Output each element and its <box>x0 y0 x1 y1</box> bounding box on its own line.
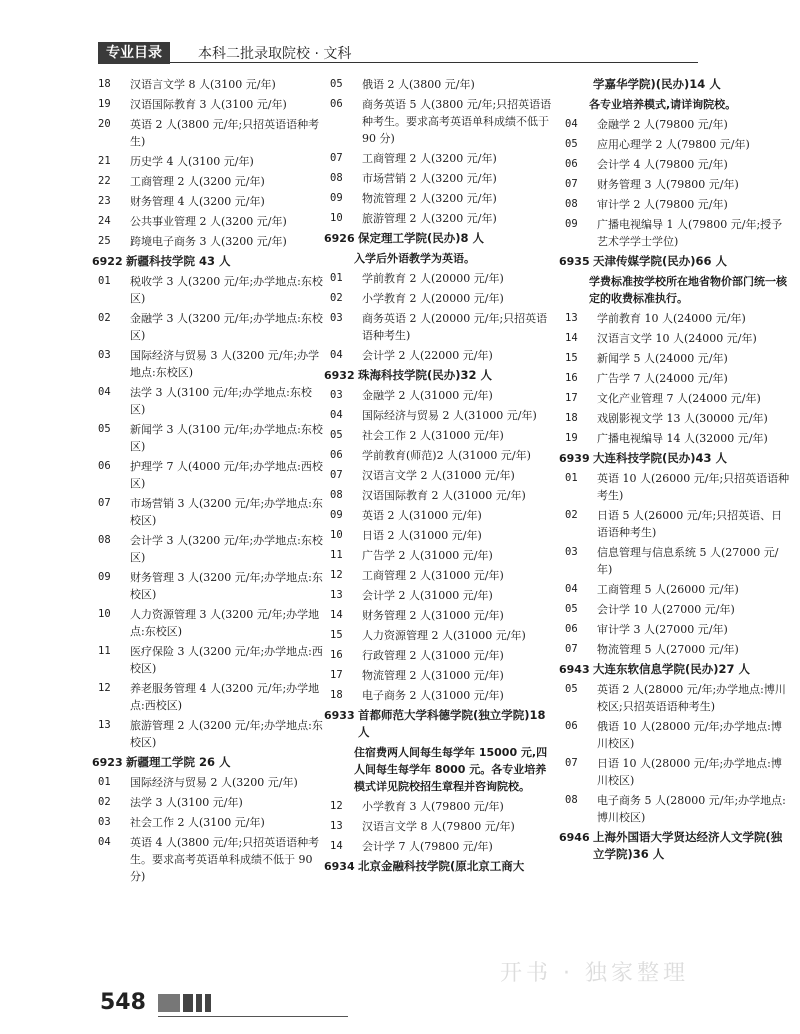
major-code: 05 <box>98 423 111 435</box>
major-code: 10 <box>330 212 343 224</box>
major-entry <box>98 193 323 210</box>
major-entry <box>330 447 555 464</box>
major-text: 英语 2 人(31000 元/年) <box>362 509 482 522</box>
major-text: 会计学 3 人(3200 元/年;办学地点:东校区) <box>130 534 323 564</box>
major-code: 07 <box>330 152 343 164</box>
school-note <box>354 250 555 267</box>
major-code: 06 <box>565 623 578 635</box>
major-entry <box>565 718 790 752</box>
page-subtitle: 本科二批录取院校 · 文科 <box>198 46 352 62</box>
major-code: 06 <box>98 460 111 472</box>
major-entry <box>330 387 555 404</box>
major-entry <box>98 233 323 250</box>
major-code: 02 <box>98 312 111 324</box>
major-entry <box>98 569 323 603</box>
school-entry <box>324 707 555 741</box>
major-entry <box>565 330 790 347</box>
school-entry <box>324 230 555 247</box>
major-code: 05 <box>565 683 578 695</box>
major-entry <box>330 687 555 704</box>
school-name: 新疆理工学院 26 人 <box>126 755 231 769</box>
major-code: 13 <box>330 589 343 601</box>
major-text: 工商管理 2 人(31000 元/年) <box>362 569 504 582</box>
school-entry <box>559 661 790 678</box>
major-entry <box>565 390 790 407</box>
major-code: 08 <box>565 198 578 210</box>
major-entry <box>98 153 323 170</box>
major-text: 小学教育 3 人(79800 元/年) <box>362 800 504 813</box>
footer-bar <box>205 994 211 1012</box>
school-code: 6934 <box>324 860 355 873</box>
major-code: 07 <box>330 469 343 481</box>
major-text: 物流管理 5 人(27000 元/年) <box>597 643 739 656</box>
major-text: 市场营销 3 人(3200 元/年;办学地点:东校区) <box>130 497 323 527</box>
major-text: 英语 2 人(3800 元/年;只招英语语种考生) <box>130 118 320 148</box>
major-entry <box>330 798 555 815</box>
major-text: 汉语国际教育 2 人(31000 元/年) <box>362 489 526 502</box>
major-code: 13 <box>565 312 578 324</box>
major-code: 19 <box>98 98 111 110</box>
major-entry <box>565 310 790 327</box>
major-code: 10 <box>330 529 343 541</box>
major-entry <box>330 627 555 644</box>
major-entry <box>330 427 555 444</box>
major-text: 汉语言文学 2 人(31000 元/年) <box>362 469 515 482</box>
major-entry <box>98 717 323 751</box>
major-entry <box>565 792 790 826</box>
major-text: 汉语言文学 8 人(79800 元/年) <box>362 820 515 833</box>
major-entry <box>330 150 555 167</box>
school-name: 保定理工学院(民办)8 人 <box>358 231 485 245</box>
major-text: 俄语 2 人(3800 元/年) <box>362 78 475 91</box>
major-entry <box>330 487 555 504</box>
major-code: 19 <box>565 432 578 444</box>
major-text: 金融学 2 人(31000 元/年) <box>362 389 493 402</box>
school-entry <box>92 754 323 771</box>
school-name: 上海外国语大学贤达经济人文学院(独立学院)36 人 <box>593 830 783 861</box>
major-entry <box>330 347 555 364</box>
major-code: 12 <box>98 682 111 694</box>
major-text: 汉语言文学 10 人(24000 元/年) <box>597 332 757 345</box>
major-entry <box>565 370 790 387</box>
major-code: 15 <box>330 629 343 641</box>
major-code: 06 <box>565 158 578 170</box>
major-entry <box>98 532 323 566</box>
major-code: 21 <box>98 155 111 167</box>
major-text: 会计学 7 人(79800 元/年) <box>362 840 493 853</box>
school-entry <box>92 253 323 270</box>
major-entry <box>330 76 555 93</box>
major-code: 02 <box>565 509 578 521</box>
school-name: 首都师范大学科德学院(独立学院)18 人 <box>358 708 546 739</box>
major-text: 信息管理与信息系统 5 人(27000 元/年) <box>597 546 779 576</box>
major-text: 商务英语 2 人(20000 元/年;只招英语语种考生) <box>362 312 548 342</box>
major-code: 12 <box>330 569 343 581</box>
major-text: 广告学 2 人(31000 元/年) <box>362 549 493 562</box>
watermark: 开书 · 独家整理 <box>500 961 689 986</box>
school-entry <box>324 858 555 875</box>
major-text: 日语 10 人(28000 元/年;办学地点:博川校区) <box>597 757 782 787</box>
school-note <box>589 273 790 307</box>
major-text: 财务管理 2 人(31000 元/年) <box>362 609 504 622</box>
major-entry <box>330 587 555 604</box>
major-code: 13 <box>330 820 343 832</box>
major-text: 英语 10 人(26000 元/年;只招英语语种考生) <box>597 472 790 502</box>
major-text: 商务英语 5 人(3800 元/年;只招英语语种考生。要求高考英语单科成绩不低于 90 分) <box>362 98 552 145</box>
major-entry <box>565 544 790 578</box>
major-entry <box>98 794 323 811</box>
major-code: 25 <box>98 235 111 247</box>
major-code: 09 <box>330 192 343 204</box>
major-entry <box>330 607 555 624</box>
major-code: 14 <box>330 609 343 621</box>
major-code: 05 <box>565 603 578 615</box>
major-entry <box>330 838 555 855</box>
major-entry <box>565 410 790 427</box>
major-code: 18 <box>565 412 578 424</box>
major-entry <box>98 310 323 344</box>
major-code: 03 <box>330 389 343 401</box>
major-text: 工商管理 2 人(3200 元/年) <box>130 175 265 188</box>
major-entry <box>98 814 323 831</box>
school-note <box>589 96 790 113</box>
note-text: 各专业培养模式,请详询院校。 <box>589 98 737 111</box>
school-name: 大连科技学院(民办)43 人 <box>593 451 728 465</box>
school-note <box>354 744 555 795</box>
major-code: 17 <box>565 392 578 404</box>
major-text: 物流管理 2 人(3200 元/年) <box>362 192 497 205</box>
major-text: 财务管理 3 人(79800 元/年) <box>597 178 739 191</box>
major-entry <box>565 621 790 638</box>
school-entry <box>559 450 790 467</box>
major-entry <box>330 310 555 344</box>
major-text: 金融学 2 人(79800 元/年) <box>597 118 728 131</box>
major-text: 汉语言文学 8 人(3100 元/年) <box>130 78 276 91</box>
major-code: 07 <box>565 178 578 190</box>
major-text: 汉语国际教育 3 人(3100 元/年) <box>130 98 287 111</box>
major-code: 04 <box>330 409 343 421</box>
major-entry <box>565 755 790 789</box>
major-entry <box>330 190 555 207</box>
major-code: 16 <box>565 372 578 384</box>
major-code: 08 <box>98 534 111 546</box>
school-code: 6939 <box>559 452 590 465</box>
major-code: 11 <box>330 549 343 561</box>
major-text: 跨境电子商务 3 人(3200 元/年) <box>130 235 287 248</box>
major-entry <box>330 96 555 147</box>
major-code: 05 <box>330 429 343 441</box>
major-code: 01 <box>330 272 343 284</box>
major-entry <box>565 430 790 447</box>
school-name: 新疆科技学院 43 人 <box>126 254 231 268</box>
note-text: 学费标准按学校所在地省物价部门统一核定的收费标准执行。 <box>589 275 787 305</box>
major-text: 社会工作 2 人(31000 元/年) <box>362 429 504 442</box>
major-text: 历史学 4 人(3100 元/年) <box>130 155 254 168</box>
major-entry <box>98 116 323 150</box>
major-text: 学前教育(师范)2 人(31000 元/年) <box>362 449 531 462</box>
major-code: 14 <box>330 840 343 852</box>
major-code: 09 <box>98 571 111 583</box>
major-text: 俄语 10 人(28000 元/年;办学地点:博川校区) <box>597 720 782 750</box>
major-entry <box>565 116 790 133</box>
major-entry <box>330 170 555 187</box>
major-text: 养老服务管理 4 人(3200 元/年;办学地点:西校区) <box>130 682 320 712</box>
major-code: 18 <box>330 689 343 701</box>
school-name: 珠海科技学院(民办)32 人 <box>358 368 493 382</box>
major-entry <box>98 774 323 791</box>
major-code: 03 <box>565 546 578 558</box>
major-code: 10 <box>98 608 111 620</box>
column-1 <box>92 76 323 888</box>
school-code: 6926 <box>324 232 355 245</box>
major-entry <box>330 818 555 835</box>
major-entry <box>330 407 555 424</box>
section-tag: 专业目录 <box>98 42 170 64</box>
major-text: 新闻学 3 人(3100 元/年;办学地点:东校区) <box>130 423 323 453</box>
major-entry <box>98 213 323 230</box>
school-name: 天津传媒学院(民办)66 人 <box>593 254 728 268</box>
major-code: 11 <box>98 645 111 657</box>
major-text: 会计学 2 人(22000 元/年) <box>362 349 493 362</box>
column-2 <box>324 76 555 878</box>
major-code: 15 <box>565 352 578 364</box>
major-code: 04 <box>98 836 111 848</box>
major-code: 07 <box>565 643 578 655</box>
school-code: 6943 <box>559 663 590 676</box>
footer-rule <box>158 1016 348 1017</box>
major-entry <box>98 643 323 677</box>
major-text: 应用心理学 2 人(79800 元/年) <box>597 138 750 151</box>
major-code: 04 <box>98 386 111 398</box>
footer-bar <box>158 994 180 1012</box>
major-text: 广告学 7 人(24000 元/年) <box>597 372 728 385</box>
major-text: 审计学 3 人(27000 元/年) <box>597 623 728 636</box>
school-name: 大连东软信息学院(民办)27 人 <box>593 662 751 676</box>
school-code: 6923 <box>92 756 123 769</box>
school-entry <box>559 253 790 270</box>
major-code: 03 <box>98 816 111 828</box>
major-code: 08 <box>330 172 343 184</box>
major-entry <box>98 421 323 455</box>
major-text: 学前教育 10 人(24000 元/年) <box>597 312 746 325</box>
major-entry <box>565 216 790 250</box>
major-entry <box>565 641 790 658</box>
major-entry <box>330 270 555 287</box>
major-text: 日语 2 人(31000 元/年) <box>362 529 482 542</box>
major-text: 日语 5 人(26000 元/年;只招英语、日语语种考生) <box>597 509 783 539</box>
major-entry <box>330 647 555 664</box>
major-text: 财务管理 4 人(3200 元/年) <box>130 195 265 208</box>
major-code: 20 <box>98 118 111 130</box>
note-text: 入学后外语教学为英语。 <box>354 252 475 265</box>
major-text: 文化产业管理 7 人(24000 元/年) <box>597 392 761 405</box>
major-text: 国际经济与贸易 3 人(3200 元/年;办学地点:东校区) <box>130 349 320 379</box>
major-entry <box>98 834 323 885</box>
major-text: 戏剧影视文学 13 人(30000 元/年) <box>597 412 768 425</box>
major-code: 01 <box>565 472 578 484</box>
major-code: 06 <box>330 98 343 110</box>
major-text: 旅游管理 2 人(3200 元/年;办学地点:东校区) <box>130 719 323 749</box>
major-text: 电子商务 5 人(28000 元/年;办学地点:博川校区) <box>597 794 786 824</box>
major-text: 工商管理 2 人(3200 元/年) <box>362 152 497 165</box>
major-code: 23 <box>98 195 111 207</box>
major-code: 04 <box>565 118 578 130</box>
major-text: 市场营销 2 人(3200 元/年) <box>362 172 497 185</box>
major-text: 国际经济与贸易 2 人(31000 元/年) <box>362 409 537 422</box>
major-code: 05 <box>330 78 343 90</box>
school-entry <box>559 829 790 863</box>
major-entry <box>98 347 323 381</box>
major-code: 12 <box>330 800 343 812</box>
major-code: 05 <box>565 138 578 150</box>
footer-bar <box>196 994 202 1012</box>
major-entry <box>565 136 790 153</box>
major-code: 09 <box>330 509 343 521</box>
major-text: 会计学 4 人(79800 元/年) <box>597 158 728 171</box>
major-text: 医疗保险 3 人(3200 元/年;办学地点:西校区) <box>130 645 323 675</box>
major-entry <box>565 507 790 541</box>
major-entry <box>330 290 555 307</box>
major-entry <box>330 210 555 227</box>
major-text: 法学 3 人(3100 元/年) <box>130 796 243 809</box>
school-code: 6932 <box>324 369 355 382</box>
major-entry <box>98 273 323 307</box>
major-entry <box>330 567 555 584</box>
major-text: 法学 3 人(3100 元/年;办学地点:东校区) <box>130 386 312 416</box>
major-code: 14 <box>565 332 578 344</box>
major-code: 08 <box>565 794 578 806</box>
major-code: 17 <box>330 669 343 681</box>
footer-bars <box>158 994 211 1012</box>
major-code: 22 <box>98 175 111 187</box>
major-entry <box>98 495 323 529</box>
major-code: 03 <box>98 349 111 361</box>
major-entry <box>565 470 790 504</box>
major-entry <box>98 173 323 190</box>
major-entry <box>98 384 323 418</box>
major-code: 13 <box>98 719 111 731</box>
major-code: 16 <box>330 649 343 661</box>
major-text: 旅游管理 2 人(3200 元/年) <box>362 212 497 225</box>
major-code: 02 <box>98 796 111 808</box>
major-entry <box>98 458 323 492</box>
major-text: 学前教育 2 人(20000 元/年) <box>362 272 504 285</box>
major-text: 英语 2 人(28000 元/年;办学地点:博川校区;只招英语语种考生) <box>597 683 786 713</box>
major-text: 会计学 2 人(31000 元/年) <box>362 589 493 602</box>
major-text: 社会工作 2 人(3100 元/年) <box>130 816 265 829</box>
major-text: 税收学 3 人(3200 元/年;办学地点:东校区) <box>130 275 323 305</box>
note-text: 住宿费两人间每生每学年 15000 元,四人间每生每学年 8000 元。各专业培养模式详见院校招生章程并咨询院校。 <box>354 746 548 793</box>
major-code: 06 <box>330 449 343 461</box>
school-entry <box>324 367 555 384</box>
column-3 <box>559 76 790 866</box>
school-code: 6922 <box>92 255 123 268</box>
major-text: 人力资源管理 3 人(3200 元/年;办学地点:东校区) <box>130 608 320 638</box>
major-code: 01 <box>98 275 111 287</box>
school-name: 北京金融科技学院(原北京工商大 <box>358 859 525 873</box>
major-entry <box>330 507 555 524</box>
major-text: 物流管理 2 人(31000 元/年) <box>362 669 504 682</box>
major-text: 人力资源管理 2 人(31000 元/年) <box>362 629 526 642</box>
major-text: 广播电视编导 14 人(32000 元/年) <box>597 432 768 445</box>
major-entry <box>565 156 790 173</box>
major-text: 电子商务 2 人(31000 元/年) <box>362 689 504 702</box>
major-text: 广播电视编导 1 人(79800 元/年;授予艺术学学士学位) <box>597 218 783 248</box>
major-code: 06 <box>565 720 578 732</box>
major-entry <box>330 527 555 544</box>
footer-bar <box>183 994 193 1012</box>
major-entry <box>565 196 790 213</box>
page-number: 548 <box>100 990 146 1015</box>
major-text: 小学教育 2 人(20000 元/年) <box>362 292 504 305</box>
major-code: 07 <box>98 497 111 509</box>
major-entry <box>565 581 790 598</box>
major-entry <box>565 601 790 618</box>
school-name: 学嘉华学院)(民办)14 人 <box>593 77 721 91</box>
major-text: 护理学 7 人(4000 元/年;办学地点:西校区) <box>130 460 323 490</box>
school-entry <box>565 76 790 93</box>
major-code: 24 <box>98 215 111 227</box>
major-entry <box>330 547 555 564</box>
major-code: 08 <box>330 489 343 501</box>
major-text: 英语 4 人(3800 元/年;只招英语语种考生。要求高考英语单科成绩不低于 90 分) <box>130 836 320 883</box>
major-text: 金融学 3 人(3200 元/年;办学地点:东校区) <box>130 312 323 342</box>
major-code: 04 <box>565 583 578 595</box>
major-code: 03 <box>330 312 343 324</box>
major-entry <box>98 76 323 93</box>
major-code: 04 <box>330 349 343 361</box>
major-entry <box>330 467 555 484</box>
major-code: 02 <box>330 292 343 304</box>
major-text: 国际经济与贸易 2 人(3200 元/年) <box>130 776 298 789</box>
major-text: 财务管理 3 人(3200 元/年;办学地点:东校区) <box>130 571 323 601</box>
major-entry <box>565 176 790 193</box>
major-text: 公共事业管理 2 人(3200 元/年) <box>130 215 287 228</box>
major-text: 审计学 2 人(79800 元/年) <box>597 198 728 211</box>
major-text: 行政管理 2 人(31000 元/年) <box>362 649 504 662</box>
major-entry <box>565 681 790 715</box>
major-entry <box>565 350 790 367</box>
major-code: 07 <box>565 757 578 769</box>
major-entry <box>330 667 555 684</box>
major-text: 会计学 10 人(27000 元/年) <box>597 603 735 616</box>
school-code: 6935 <box>559 255 590 268</box>
major-entry <box>98 606 323 640</box>
major-entry <box>98 96 323 113</box>
major-entry <box>98 680 323 714</box>
major-code: 09 <box>565 218 578 230</box>
school-code: 6933 <box>324 709 355 722</box>
header-rule <box>98 62 698 63</box>
major-text: 新闻学 5 人(24000 元/年) <box>597 352 728 365</box>
major-code: 18 <box>98 78 111 90</box>
school-code: 6946 <box>559 831 590 844</box>
major-code: 01 <box>98 776 111 788</box>
major-text: 工商管理 5 人(26000 元/年) <box>597 583 739 596</box>
